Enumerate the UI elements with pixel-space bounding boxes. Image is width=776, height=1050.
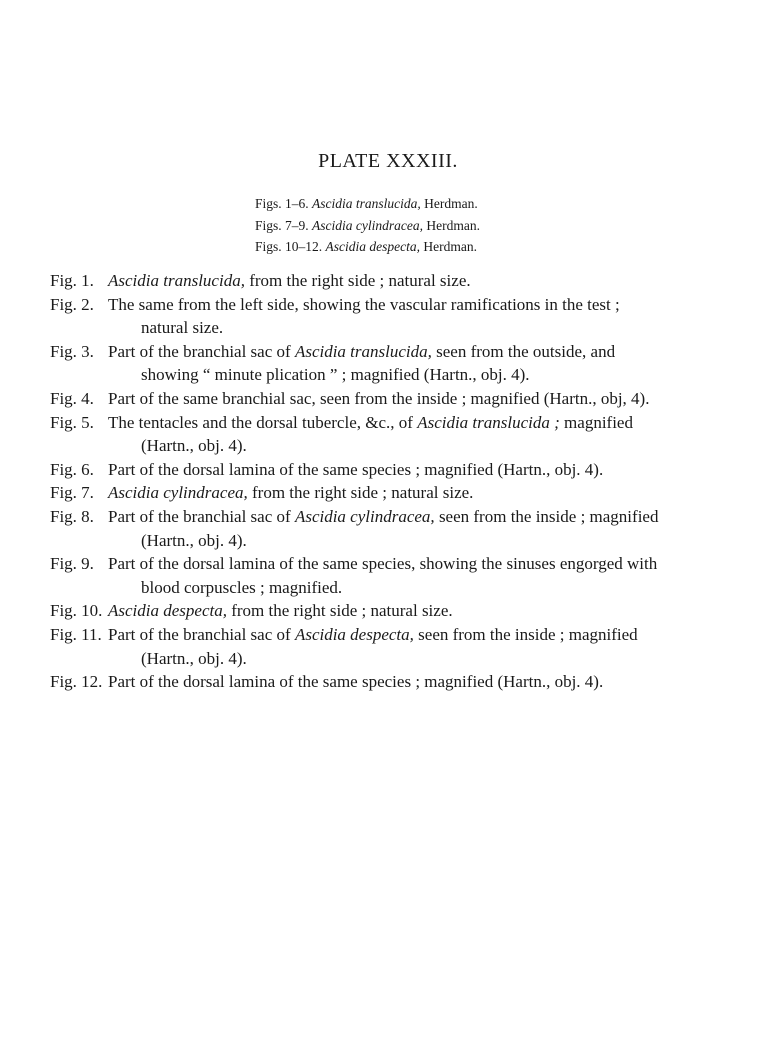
figure-caption	[50, 293, 740, 340]
species-name: Ascidia cylindracea,	[108, 483, 248, 503]
caption-text: Part of the dorsal lamina of the same species, showing the sinuses engorged with	[108, 554, 658, 574]
plate-title: PLATE XXXIII.	[318, 150, 458, 172]
caption-line	[108, 434, 740, 458]
caption-text: seen from the inside ; magnified	[413, 624, 638, 644]
species-range: Figs. 7–9.	[255, 217, 309, 233]
figure-text	[108, 458, 740, 482]
caption-text: Part of the dorsal lamina of the same species ; magnified (Hartn., obj. 4).	[108, 459, 604, 479]
caption-text: natural size.	[141, 318, 224, 338]
figure-text	[108, 481, 740, 505]
caption-text: Part of the same branchial sac, seen from the inside ; magnified (Hartn., obj, 4).	[108, 388, 650, 408]
figure-caption	[50, 458, 740, 482]
caption-text: Part of the branchial sac of	[108, 506, 295, 526]
caption-text: (Hartn., obj. 4).	[141, 648, 247, 668]
figure-caption	[50, 481, 740, 505]
species-line	[255, 193, 585, 215]
figure-text	[108, 505, 740, 552]
figure-label: Fig. 3.	[50, 341, 94, 361]
species-name: Ascidia translucida,	[294, 341, 432, 361]
figure-caption	[50, 505, 740, 552]
caption-line	[108, 269, 740, 293]
species-author: Herdman.	[423, 239, 477, 254]
figure-caption	[50, 623, 740, 670]
species-range: Figs. 10–12.	[255, 239, 323, 254]
species-name: Ascidia cylindracea,	[294, 506, 435, 526]
figure-label: Fig. 11.	[50, 624, 102, 644]
figure-caption	[50, 340, 740, 387]
caption-text: magnified	[559, 412, 633, 432]
caption-text: (Hartn., obj. 4).	[141, 530, 247, 550]
figure-caption	[50, 670, 740, 694]
figure-text	[108, 670, 740, 694]
caption-line	[108, 481, 740, 505]
species-name: Ascidia despecta,	[325, 239, 420, 254]
figure-text	[108, 599, 740, 623]
figure-label: Fig. 8.	[50, 506, 94, 526]
figure-label: Fig. 1.	[50, 271, 94, 290]
figure-label: Fig. 9.	[50, 554, 94, 574]
species-name: Ascidia translucida ;	[417, 412, 560, 432]
figure-text	[108, 623, 740, 670]
caption-text: Part of the branchial sac of	[108, 341, 295, 361]
caption-line	[108, 505, 740, 529]
caption-line	[108, 340, 740, 364]
caption-line	[108, 576, 740, 600]
figure-label: Fig. 7.	[50, 483, 94, 503]
species-line	[255, 236, 585, 258]
figure-label: Fig. 5.	[50, 412, 94, 432]
caption-line	[108, 647, 740, 671]
figure-label: Fig. 2.	[50, 294, 94, 314]
caption-line	[108, 387, 740, 411]
caption-text: The same from the left side, showing the vascular ramifications in the test ;	[108, 294, 620, 314]
caption-line	[108, 293, 740, 317]
species-range: Figs. 1–6.	[255, 196, 309, 211]
figure-caption	[50, 599, 740, 623]
figure-text	[108, 340, 740, 387]
species-line	[255, 215, 585, 237]
caption-text: seen from the inside ; magnified	[434, 506, 659, 526]
caption-text: Part of the dorsal lamina of the same species ; magnified (Hartn., obj. 4).	[108, 672, 604, 692]
caption-text: from the right side ; natural size.	[244, 271, 471, 290]
species-author: Herdman.	[424, 196, 478, 211]
caption-text: blood corpuscles ; magnified.	[141, 577, 343, 597]
species-name: Ascidia translucida,	[312, 196, 421, 211]
figure-text	[108, 269, 740, 293]
species-name: Ascidia despecta,	[108, 601, 227, 621]
caption-line	[108, 316, 740, 340]
species-list	[255, 193, 585, 258]
figure-caption	[50, 552, 740, 599]
caption-line	[108, 552, 740, 576]
figure-label: Fig. 6.	[50, 459, 94, 479]
caption-text: seen from the outside, and	[431, 341, 616, 361]
figure-caption	[50, 411, 740, 458]
caption-line	[108, 411, 740, 435]
caption-line	[108, 458, 740, 482]
caption-line	[108, 363, 740, 387]
species-name: Ascidia despecta,	[294, 624, 414, 644]
figure-caption	[50, 269, 740, 293]
caption-line	[108, 599, 740, 623]
caption-text: (Hartn., obj. 4).	[141, 436, 247, 456]
caption-text: from the right side ; natural size.	[247, 483, 474, 503]
species-name: Ascidia cylindracea,	[312, 217, 423, 233]
figure-text	[108, 387, 740, 411]
figure-label: Fig. 10.	[50, 601, 103, 621]
caption-text: from the right side ; natural size.	[226, 601, 453, 621]
caption-line	[108, 623, 740, 647]
caption-text: Part of the branchial sac of	[108, 624, 295, 644]
species-author: Herdman.	[426, 217, 480, 233]
figure-captions	[50, 269, 740, 694]
figure-caption	[50, 387, 740, 411]
caption-text: The tentacles and the dorsal tubercle, &c., of	[108, 412, 418, 432]
figure-text	[108, 552, 740, 599]
species-name: Ascidia translucida,	[108, 271, 245, 290]
figure-label: Fig. 12.	[50, 672, 103, 692]
figure-text	[108, 411, 740, 458]
caption-line	[108, 670, 740, 694]
caption-text: showing “ minute plication ” ; magnified (Hartn., obj. 4).	[141, 365, 530, 385]
figure-label: Fig. 4.	[50, 388, 94, 408]
figure-text	[108, 293, 740, 340]
caption-line	[108, 529, 740, 553]
